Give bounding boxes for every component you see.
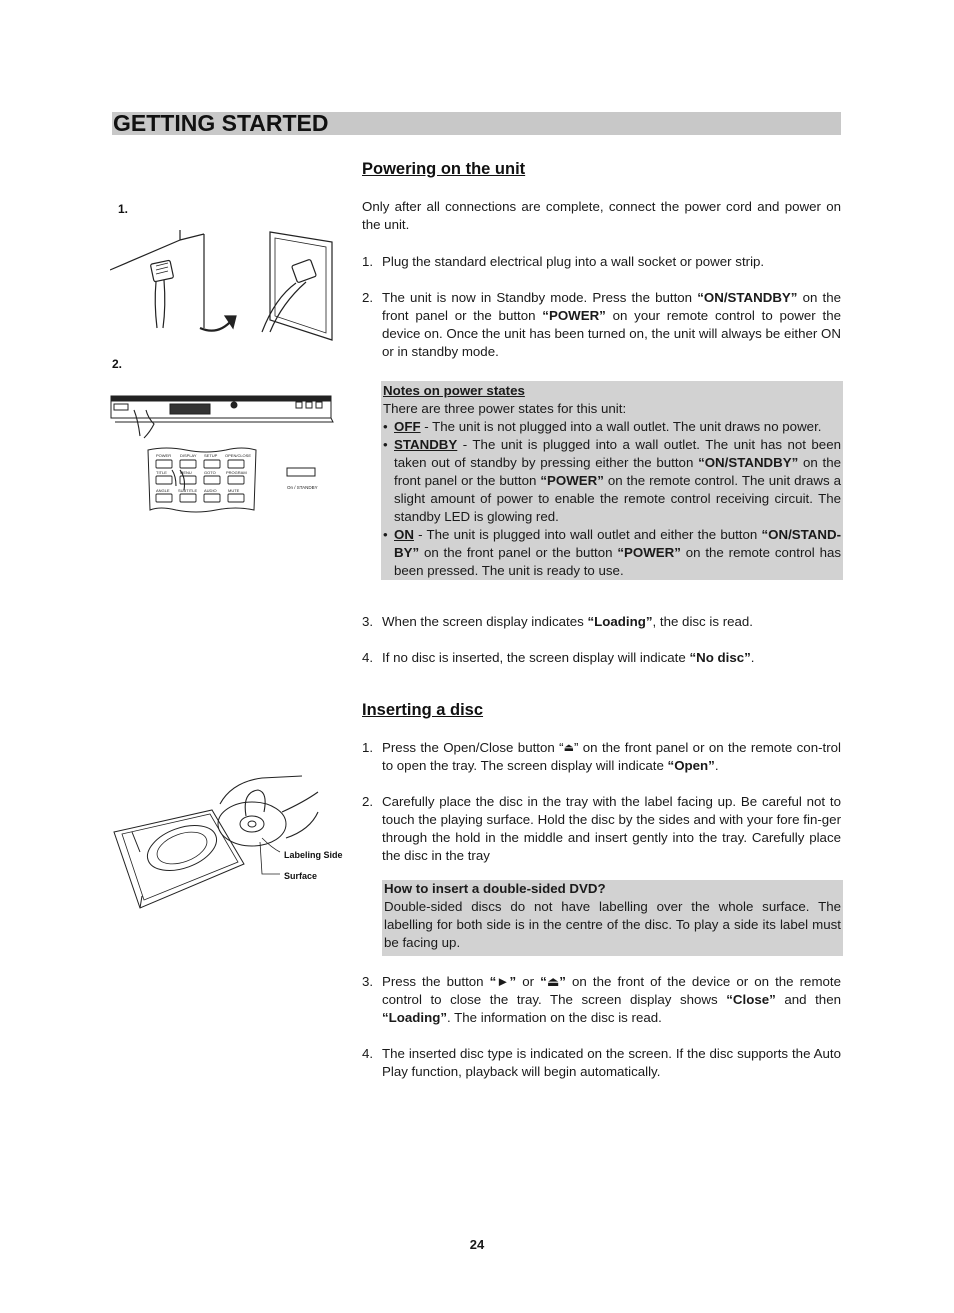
dvd-player-front-panel [110,392,335,440]
step-text: and then [775,992,841,1007]
loading-term: “Loading” [587,614,653,629]
bullet: • [383,419,388,434]
remote-label-subtitle: SUBTITLE [178,488,198,493]
note-text: - The unit is plugged into a wall outlet. The unit has not been taken out of standby by pressing either the button [394,437,841,470]
step-text: on your remote control to power the device on. Once the unit has been turned on, the unit will always be either ON or in standby mode. [382,308,841,359]
powering-intro: Only after all connections are complete, connect the power cord and power on the unit. [362,199,841,232]
step-text: If no disc is inserted, the screen display will indicate [382,650,690,665]
notes-power-states-box [381,381,843,580]
step-text: The unit is now in Standby mode. Press the button [382,290,698,305]
remote-label-goto: GOTO [204,470,216,475]
remote-label-audio: AUDIO [204,488,217,493]
note-standby [383,436,841,526]
close-term: “Close” [726,992,776,1007]
howto-text: Double-sided discs do not have labelling over the whole surface. The labelling for both side is in the centre of the disc. To play a side its label must be facing up. [384,899,841,950]
remote-label-angle: ANGLE [156,488,170,493]
figure-1-label: 1. [118,202,129,216]
on-state-label: ON [394,527,414,542]
step-text: Plug the standard electrical plug into a wall socket or power strip. [382,254,765,269]
page-title: GETTING STARTED [113,110,329,136]
standby-state-label: STANDBY [394,437,458,452]
step-number: 2. [362,290,374,305]
inserting-heading: Inserting a disc [362,701,484,719]
step-number: 2. [362,794,374,809]
powering-step-3 [362,613,841,631]
step-number: 4. [362,650,374,665]
play-term: “►” [489,974,517,989]
title-bar [112,112,841,135]
power-term: “POWER” [542,308,606,323]
step-text: Carefully place the disc in the tray with the label facing up. Be careful not to touch the playing surface. Hold the disc by the sides and with your fore fin-ger through the hold in the middle and insert gently into the tray. Carefully place the disc in the tray [382,794,841,863]
powering-step-1 [362,253,841,271]
on-standby-term: “ON/STANDBY” [698,455,799,470]
inserting-step-3 [362,973,841,1027]
power-term: “POWER” [617,545,681,560]
power-plug-illustration [110,228,335,343]
note-text: on the front panel or the button [419,545,618,560]
note-text: on the remote control has been pressed. The unit is ready to use. [394,545,842,578]
howto-heading: How to insert a double-sided DVD? [384,881,606,896]
note-text: on the remote control. The unit draws a slight amount of power to enable the remote control receiving circuit. The standby LED is glowing red. [394,473,841,524]
notes-intro: There are three power states for this unit: [383,401,627,416]
step-number: 3. [362,614,374,629]
bullet: • [383,527,388,542]
inserting-step-4 [362,1045,841,1081]
surface-label: Surface [284,871,318,881]
remote-label-mute: MUTE [228,488,240,493]
no-disc-term: “No disc” [689,650,751,665]
step-number: 1. [362,254,374,269]
inserting-step-2 [362,793,841,865]
off-label: OFF [394,419,421,434]
note-text: - The unit is plugged into wall outlet and either the button [413,527,762,542]
step-text: on the front of the device or on the remote control to close the tray. The screen display shows [382,974,842,1007]
step-text: The inserted disc type is indicated on the screen. If the disc supports the Auto Play function, playback will begin automatically. [382,1046,841,1079]
page-number: 24 [469,1237,485,1252]
powering-step-2 [362,289,841,361]
powering-step-4 [362,649,841,667]
bullet: • [383,437,388,452]
disc-insert-illustration [112,772,352,912]
on-standby-term: “ON/STAND-BY” [394,527,841,560]
open-term: “Open” [667,758,715,773]
on-standby-term: “ON/STANDBY” [697,290,798,305]
remote-label-title: TITLE [156,470,167,475]
standby-button-illustration [285,466,327,494]
note-text: on the front panel or the button [394,455,841,488]
step-number: 1. [362,740,374,755]
note-on [383,526,841,580]
remote-label-program: PROGRAM [226,470,247,475]
notes-heading: Notes on power states [383,383,525,398]
step-text: ” on the front panel or on the remote con-trol to open the tray. The screen display will indicate [382,740,841,773]
labeling-side-label: Labeling Side [284,850,343,860]
figure-2-label: 2. [112,357,123,371]
eject-icon: ⏏ [563,742,574,754]
remote-label-power: POWER [156,453,172,458]
double-sided-dvd-box [382,880,843,956]
remote-label-menu: MENU [180,470,192,475]
remote-label-open-close: OPEN/CLOSE [225,453,252,458]
inserting-step-1 [362,739,841,775]
step-number: 4. [362,1046,374,1061]
remote-label-display: DISPLAY [180,453,197,458]
step-text: , the disc is read. [652,614,753,629]
step-number: 3. [362,974,374,989]
step-text: or [516,974,541,989]
standby-label: On / STANDBY [287,485,318,490]
step-text: on the front panel or the button [382,290,841,323]
powering-heading: Powering on the unit [362,160,526,178]
power-term: “POWER” [540,473,604,488]
step-text: When the screen display indicates [382,614,588,629]
eject-term: “⏏” [540,974,566,989]
step-text: . [714,758,719,773]
note-off [383,418,841,436]
note-text: - The unit is not plugged into a wall outlet. The unit draws no power. [420,419,822,434]
remote-label-setup: SETUP [204,453,218,458]
remote-control-illustration [146,446,258,514]
step-text: . The information on the disc is read. [447,1010,662,1025]
step-text: Press the Open/Close button “ [382,740,564,755]
loading-term: “Loading” [382,1010,447,1025]
step-text: Press the button [382,974,490,989]
step-text: . [750,650,755,665]
